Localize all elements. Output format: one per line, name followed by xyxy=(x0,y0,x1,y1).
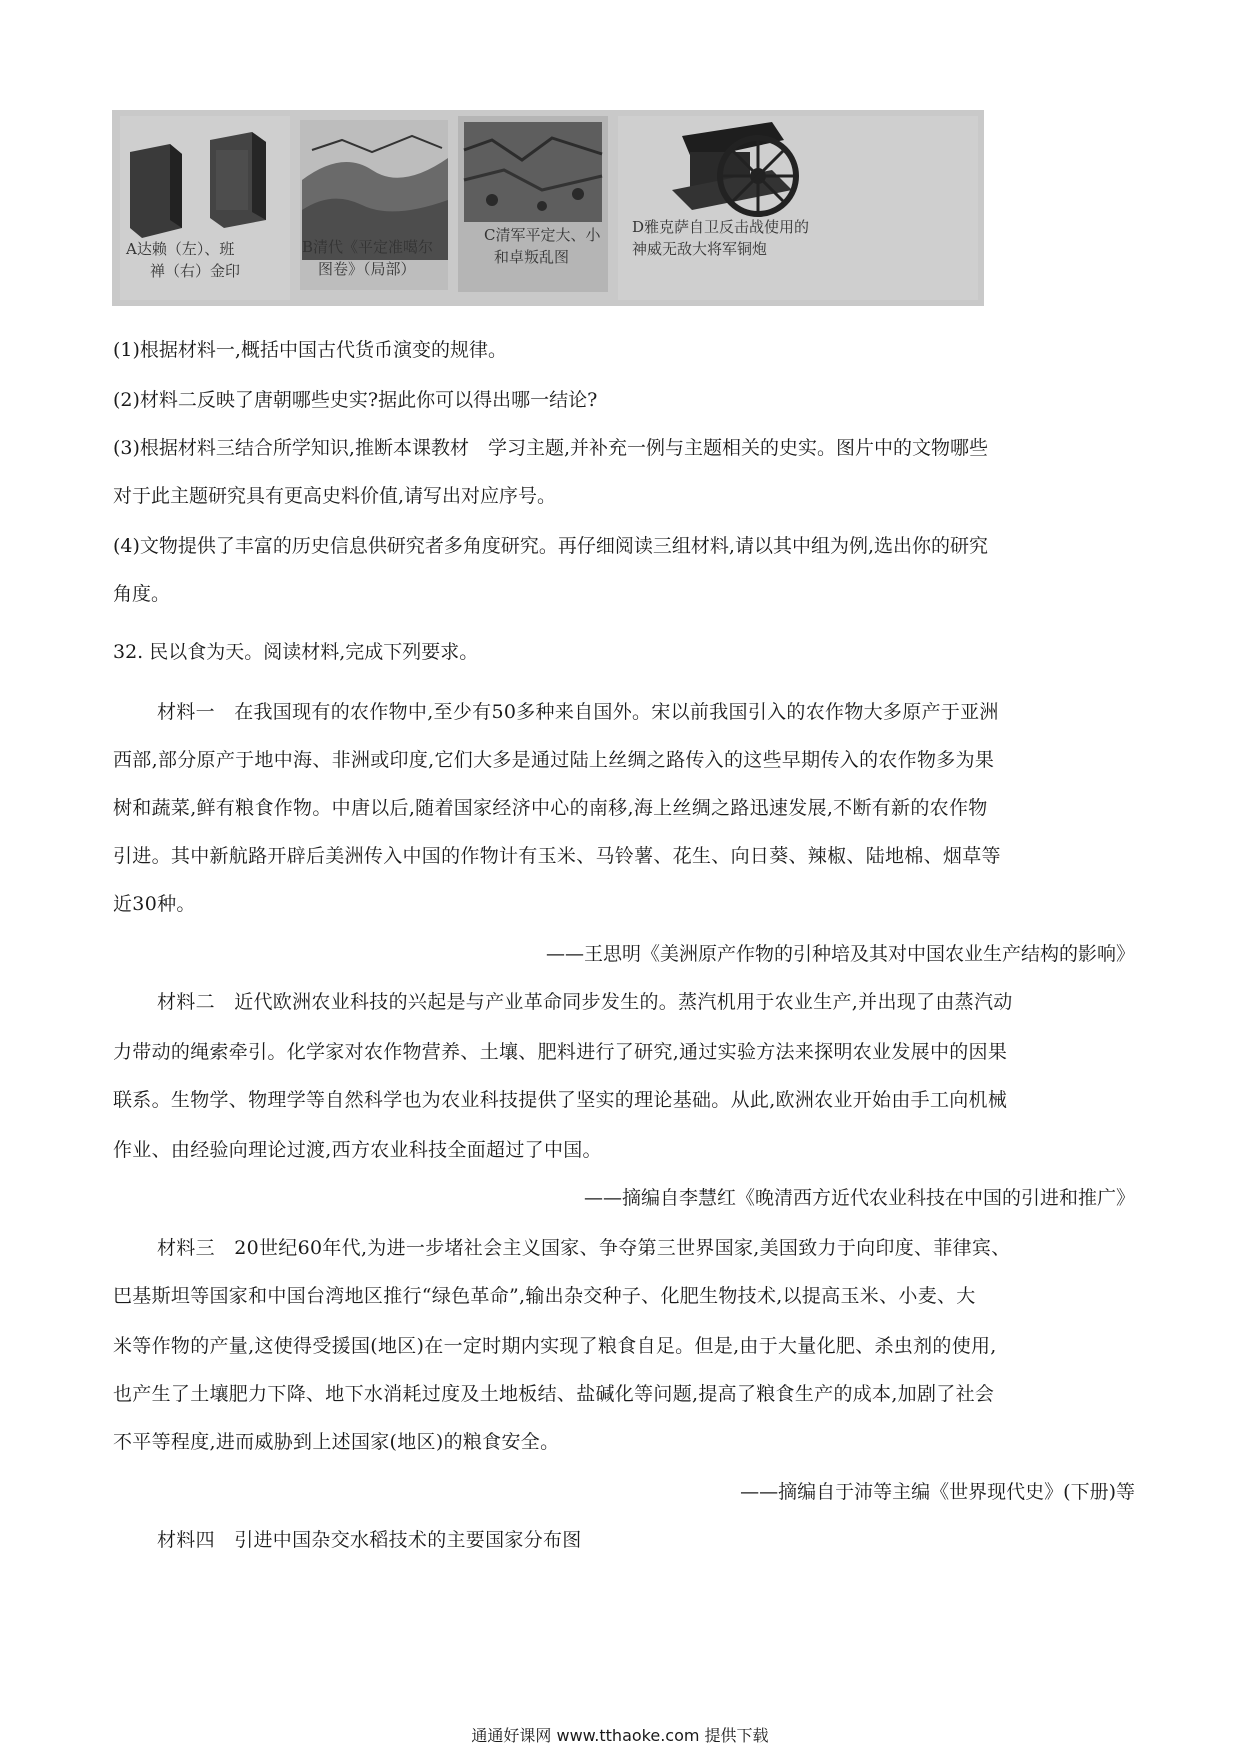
photo-d-cannon xyxy=(618,116,978,300)
material-2-line2: 力带动的绳索牵引。化学家对农作物营养、土壤、肥料进行了研究,通过实验方法来探明农业发展中的因果 xyxy=(113,1041,1008,1063)
page-footer: 通通好课网 www.tthaoke.com 提供下载 xyxy=(471,1726,769,1745)
question-2: (2)材料二反映了唐朝哪些史实?据此你可以得出哪一结论? xyxy=(113,389,598,411)
material-1-line1: 材料一 在我国现有的农作物中,至少有50多种来自国外。宋以前我国引入的农作物大多原产于亚洲 xyxy=(157,701,999,723)
artifact-photo-strip xyxy=(112,110,984,306)
material-3-source: ——摘编自于沛等主编《世界现代史》(下册)等 xyxy=(740,1481,1135,1503)
caption-d-line2: 神威无敌大将军铜炮 xyxy=(632,240,768,258)
question-1: (1)根据材料一,概括中国古代货币演变的规律。 xyxy=(113,339,507,361)
material-1-line3: 树和蔬菜,鲜有粮食作物。中唐以后,随着国家经济中心的南移,海上丝绸之路迅速发展,不断有新的农作物 xyxy=(113,797,988,819)
material-3-line3: 米等作物的产量,这使得受援国(地区)在一定时期内实现了粮食自足。但是,由于大量化肥、杀虫剂的使用, xyxy=(113,1335,997,1357)
material-2-line4: 作业、由经验向理论过渡,西方农业科技全面超过了中国。 xyxy=(113,1139,602,1161)
caption-c-line1: C清军平定大、小 xyxy=(484,226,601,244)
caption-b-line1: B清代《平定准噶尔 xyxy=(302,238,434,256)
caption-d-line1: D雅克萨自卫反击战使用的 xyxy=(632,218,810,236)
material-1-source: ——王思明《美洲原产作物的引种培及其对中国农业生产结构的影响》 xyxy=(545,943,1135,965)
material-3-line4: 也产生了土壤肥力下降、地下水消耗过度及土地板结、盐碱化等问题,提高了粮食生产的成本,加剧了社会 xyxy=(113,1383,995,1405)
question-4-line1: (4)文物提供了丰富的历史信息供研究者多角度研究。再仔细阅读三组材料,请以其中组为例,选出你的研究 xyxy=(113,535,988,557)
caption-c-line2: 和卓叛乱图 xyxy=(494,248,570,266)
material-3-line1: 材料三 20世纪60年代,为进一步堵社会主义国家、争夺第三世界国家,美国致力于向印度、菲律宾、 xyxy=(157,1237,1011,1259)
material-1-line2: 西部,部分原产于地中海、非洲或印度,它们大多是通过陆上丝绸之路传入的这些早期传入的农作物多为果 xyxy=(113,749,995,771)
question-3-line2: 对于此主题研究具有更高史料价值,请写出对应序号。 xyxy=(113,485,557,507)
question-4-line2: 角度。 xyxy=(113,583,171,605)
material-2-source: ——摘编自李慧红《晚清西方近代农业科技在中国的引进和推广》 xyxy=(583,1187,1135,1209)
question-32-title: 32. 民以食为天。阅读材料,完成下列要求。 xyxy=(113,641,479,663)
material-1-line5: 近30种。 xyxy=(113,893,196,915)
caption-a-line2: 禅（右）金印 xyxy=(150,262,241,280)
material-3-line5: 不平等程度,进而威胁到上述国家(地区)的粮食安全。 xyxy=(113,1431,560,1453)
caption-a-line1: A达赖（左）、班 xyxy=(126,240,235,258)
material-2-line1: 材料二 近代欧洲农业科技的兴起是与产业革命同步发生的。蒸汽机用于农业生产,并出现了由蒸汽动 xyxy=(157,991,1013,1013)
artifact-photos xyxy=(112,110,984,306)
material-2-line3: 联系。生物学、物理学等自然科学也为农业科技提供了坚实的理论基础。从此,欧洲农业开始由手工向机械 xyxy=(113,1089,1008,1111)
question-3-line1: (3)根据材料三结合所学知识,推断本课教材 学习主题,并补充一例与主题相关的史实。图片中的文物哪些 xyxy=(113,437,988,459)
material-4-line1: 材料四 引进中国杂交水稻技术的主要国家分布图 xyxy=(157,1529,582,1551)
caption-b-line2: 图卷》（局部） xyxy=(318,260,416,278)
material-3-line2: 巴基斯坦等国家和中国台湾地区推行“绿色革命”,输出杂交种子、化肥生物技术,以提高玉米、小麦、大 xyxy=(113,1285,976,1307)
material-1-line4: 引进。其中新航路开辟后美洲传入中国的作物计有玉米、马铃薯、花生、向日葵、辣椒、陆地棉、烟草等 xyxy=(113,845,1001,867)
